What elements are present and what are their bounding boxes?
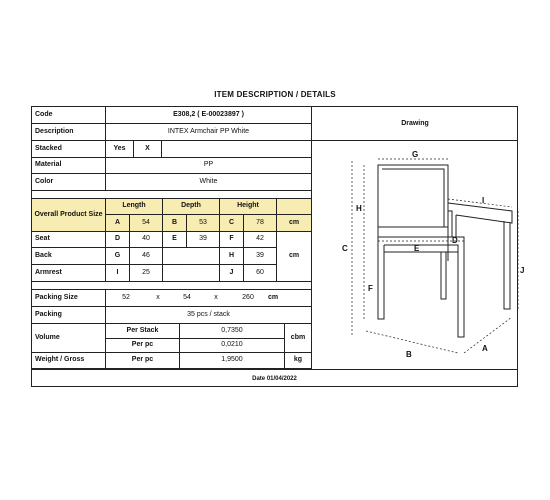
back-length-value: 46 — [130, 248, 163, 265]
seat-depth-key: E — [163, 232, 187, 248]
armrest-unit-empty — [277, 265, 312, 282]
overall-length-key: A — [106, 215, 130, 232]
overall-size-label: Overall Product Size — [32, 199, 106, 232]
seat-height-key: F — [220, 232, 244, 248]
overall-depth-value: 53 — [187, 215, 220, 232]
weight-unit: kg — [285, 353, 312, 369]
stacked-empty — [162, 141, 312, 158]
back-height-value: 39 — [244, 248, 277, 265]
back-height-key: H — [220, 248, 244, 265]
spacer-row — [32, 191, 312, 199]
overall-length-value: 54 — [130, 215, 163, 232]
seat-length-value: 40 — [130, 232, 163, 248]
item-details-sheet — [31, 106, 525, 387]
packing-size-c: 260 — [228, 290, 268, 307]
armrest-depth-empty — [163, 265, 220, 282]
overall-height-key: C — [220, 215, 244, 232]
material-label: Material — [32, 158, 106, 174]
packing-size-a: 52 — [106, 290, 146, 307]
packing-size-label: Packing Size — [32, 290, 106, 307]
packing-size-unit: cm — [268, 290, 312, 307]
packing-label: Packing — [32, 307, 106, 324]
weight-per-pc-label: Per pc — [106, 353, 180, 369]
back-length-key: G — [106, 248, 130, 265]
size-unit-header — [277, 199, 312, 215]
chair-drawing-svg — [312, 141, 525, 369]
overall-height-value: 78 — [244, 215, 277, 232]
volume-per-pc-label: Per pc — [106, 339, 180, 353]
armrest-height-key: J — [220, 265, 244, 282]
seat-unit-empty — [277, 232, 312, 248]
armrest-label: Armrest — [32, 265, 106, 282]
dimension-lines — [352, 159, 518, 353]
stacked-label: Stacked — [32, 141, 106, 158]
back-unit: cm — [277, 248, 312, 265]
volume-label: Volume — [32, 324, 106, 353]
overall-unit: cm — [277, 215, 312, 232]
volume-per-stack-label: Per Stack — [106, 324, 180, 339]
overall-depth-key: B — [163, 215, 187, 232]
description-value: INTEX Armchair PP White — [106, 124, 312, 141]
chair-drawing — [312, 141, 525, 369]
dimension-letters — [342, 150, 524, 359]
letter-a: A — [482, 344, 488, 353]
back-depth-empty — [163, 248, 220, 265]
letter-g: G — [412, 150, 419, 159]
armrest-length-key: I — [106, 265, 130, 282]
seat-label: Seat — [32, 232, 106, 248]
seat-length-key: D — [106, 232, 130, 248]
letter-h: H — [356, 204, 362, 213]
volume-per-stack-value: 0,7350 — [180, 324, 285, 339]
stacked-mark: X — [134, 141, 162, 158]
color-label: Color — [32, 174, 106, 191]
letter-f: F — [368, 284, 373, 293]
weight-label: Weight / Gross — [32, 353, 106, 369]
volume-per-pc-value: 0,0210 — [180, 339, 285, 353]
weight-value: 1,9500 — [180, 353, 285, 369]
height-header: Height — [220, 199, 277, 215]
drawing-header: Drawing — [312, 107, 518, 141]
armrest-length-value: 25 — [130, 265, 163, 282]
color-value: White — [106, 174, 312, 191]
chair-outline — [378, 165, 512, 337]
length-header: Length — [106, 199, 163, 215]
seat-height-value: 42 — [244, 232, 277, 248]
back-label: Back — [32, 248, 106, 265]
volume-unit: cbm — [285, 324, 312, 353]
code-value: E308,2 ( E-00023897 ) — [106, 107, 312, 124]
letter-i: I — [482, 196, 485, 205]
packing-size-x1: x — [146, 290, 170, 307]
letter-c: C — [342, 244, 348, 253]
description-label: Description — [32, 124, 106, 141]
material-value: PP — [106, 158, 312, 174]
seat-depth-value: 39 — [187, 232, 220, 248]
letter-e: E — [414, 244, 420, 253]
packing-size-x2: x — [204, 290, 228, 307]
packing-value: 35 pcs / stack — [106, 307, 312, 324]
letter-b: B — [406, 350, 412, 359]
stacked-yes: Yes — [106, 141, 134, 158]
depth-header: Depth — [163, 199, 220, 215]
letter-d: D — [452, 236, 458, 245]
date-footer: Date 01/04/2022 — [32, 369, 517, 387]
code-label: Code — [32, 107, 106, 124]
packing-size-b: 54 — [170, 290, 204, 307]
armrest-height-value: 60 — [244, 265, 277, 282]
letter-j: J — [520, 266, 525, 275]
spacer-row-2 — [32, 282, 312, 290]
page-title: ITEM DESCRIPTION / DETAILS — [214, 90, 336, 99]
